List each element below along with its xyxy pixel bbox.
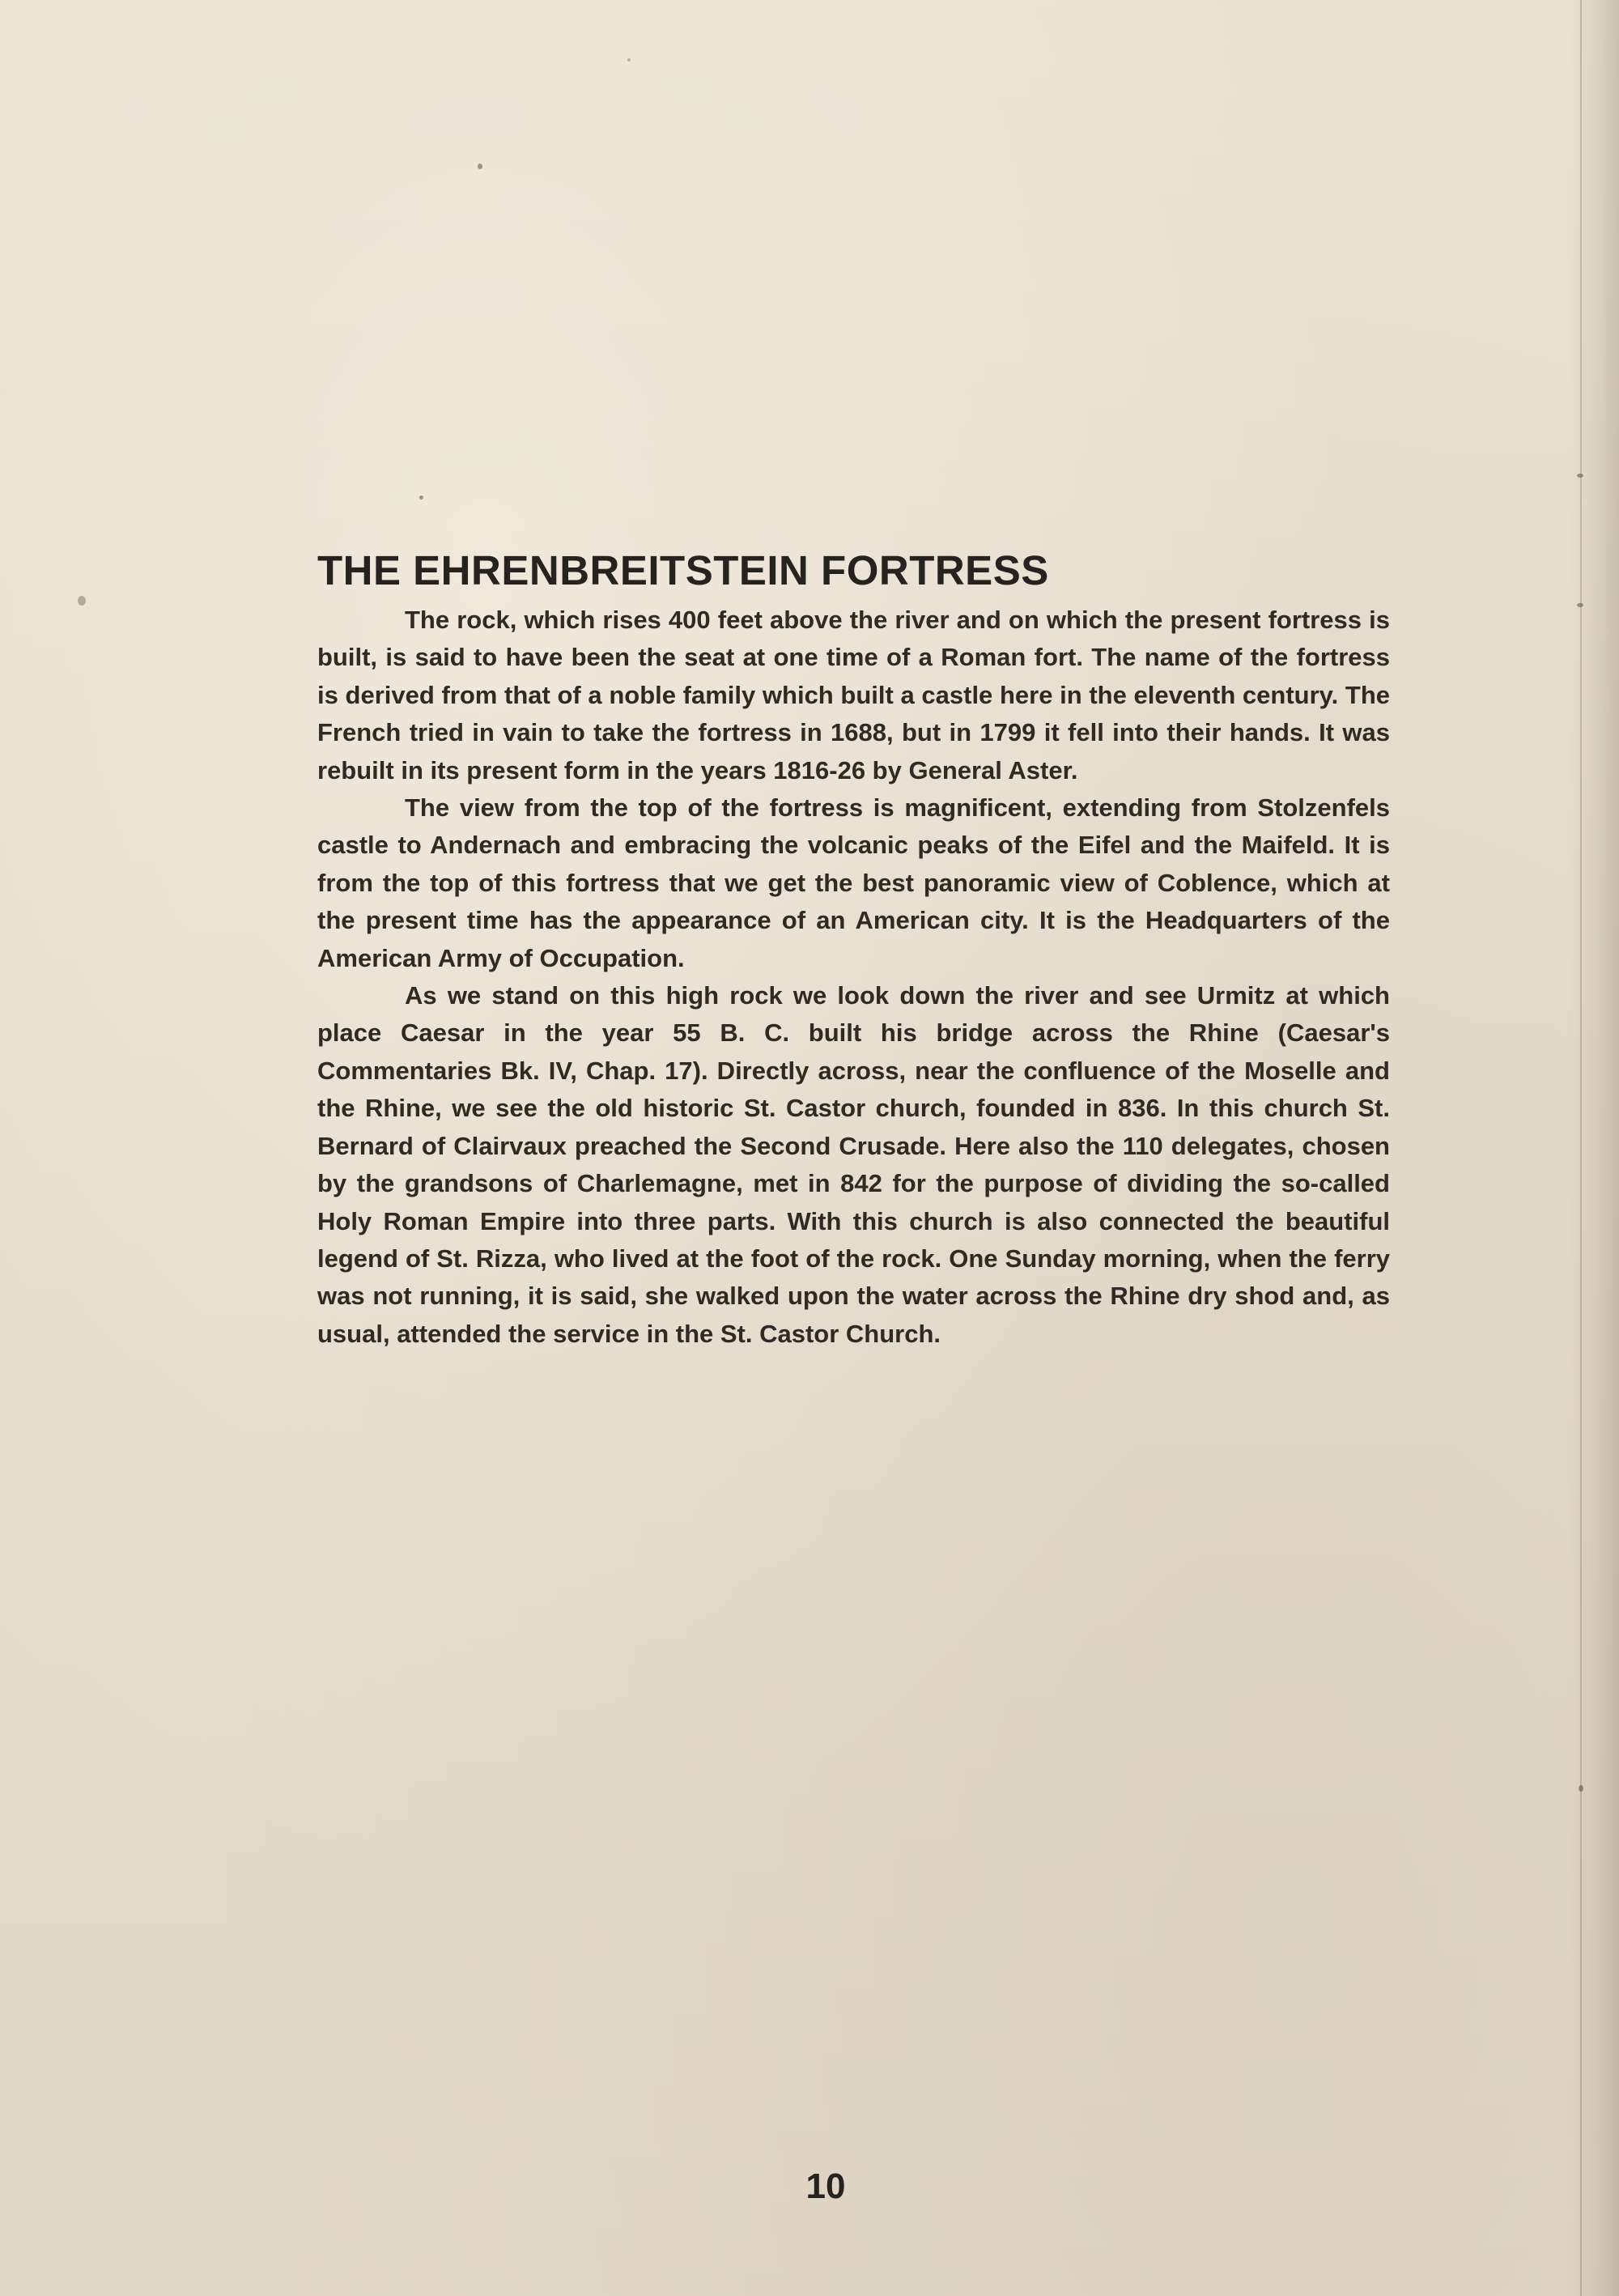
page-number: 10 <box>805 2166 846 2206</box>
paragraph-view: The view from the top of the fortress is magnificent, extending from Stolzenfels castle to Andernach and embracing the volcanic peaks of the Eifel and the Maifeld. It is from the top of this fortress that we get the best panoramic view of Coblence, which at the present time has the appearance of an American city. It is the Headquarters of the American Army of Occupation. <box>317 793 1390 972</box>
paper-speck <box>78 596 86 606</box>
article <box>317 546 1390 1353</box>
paragraph-legend: As we stand on this high rock we look down the river and see Urmitz at which place Caesar in the year 55 B. C. built his bridge across the Rhine (Caesar's Commentaries Bk. IV, Chap. 17). Directly across, near the confluence of the Moselle and the Rhine, we see the old historic St. Castor church, founded in 836. In this church St. Bernard of Clairvaux preached the Second Crusade. Here also the 110 delegates, chosen by the grandsons of Charlemagne, met in 842 for the purpose of dividing the so-called Holy Roman Empire into three parts. With this church is also connected the beautiful legend of St. Rizza, who lived at the foot of the rock. One Sunday morning, when the ferry was not running, it is said, she walked upon the water across the Rhine dry shod and, as usual, attended the service in the St. Castor Church. <box>317 981 1390 1348</box>
paper-speck <box>627 58 631 62</box>
page-edge-shadow <box>1570 0 1619 2296</box>
paper-speck <box>1577 474 1583 478</box>
paper-speck <box>1579 1785 1583 1792</box>
page-title: THE EHRENBREITSTEIN FORTRESS <box>317 547 1049 593</box>
paper-speck <box>419 495 423 500</box>
page-edge-line <box>1580 0 1582 2296</box>
paragraph-history: The rock, which rises 400 feet above the river and on which the present fortress is built, is said to have been the seat at one time of a Roman fort. The name of the fortress is derived from that of a noble family which built a castle here in the eleventh century. The French tried in vain to take the fortress in 1688, but in 1799 it fell into their hands. It was rebuilt in its present form in the years 1816-26 by General Aster. <box>317 606 1390 784</box>
paper-speck <box>1577 603 1583 607</box>
paper-speck <box>478 164 482 169</box>
